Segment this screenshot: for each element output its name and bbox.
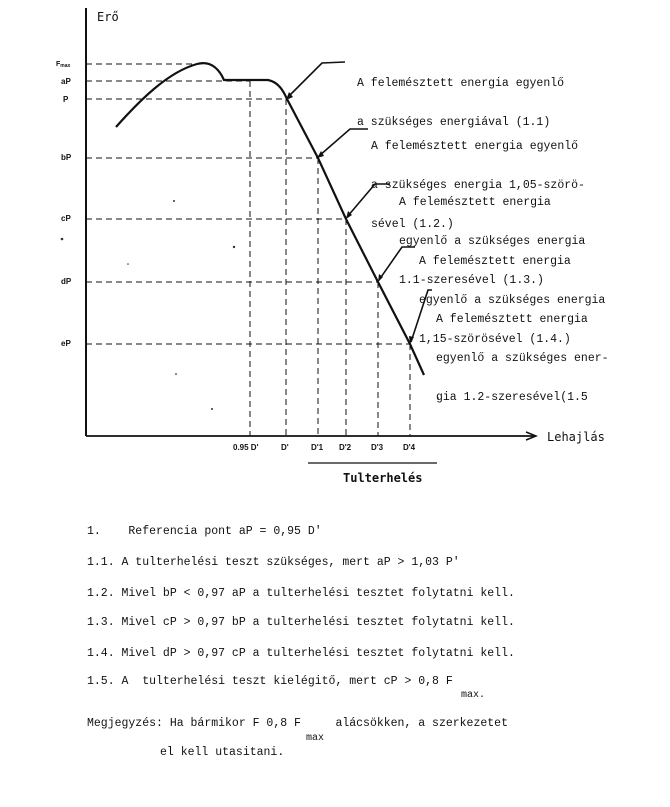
y-tick-fmax: Fmax xyxy=(56,61,71,69)
note-1: 1. Referencia pont aP = 0,95 D' xyxy=(87,525,322,538)
note-1-3: 1.3. Mivel cP > 0,97 bP a tulterhelési tesztet folytatni kell. xyxy=(87,616,515,629)
annotation-2-line-3: sével (1.2.) xyxy=(371,218,454,231)
annotation-1-line-1: A felemésztett energia egyenlő xyxy=(357,77,565,90)
annotation-1-line-2: a szükséges energiával (1.1) xyxy=(357,116,551,129)
speck xyxy=(175,373,177,375)
annotation-4-line-2: egyenlő a szükséges energia xyxy=(419,294,606,307)
x-tick-d1: D'1 xyxy=(311,443,324,452)
note-1-2: 1.2. Mivel bP < 0,97 aP a tulterhelési tesztet folytatni kell. xyxy=(87,587,515,600)
y-tick-dp: dP xyxy=(61,277,72,286)
note-1-5-subscript: max. xyxy=(461,690,486,701)
x-tick-d2: D'2 xyxy=(339,443,352,452)
remark-line-1: Megjegyzés: Ha bármikor F 0,8 F alácsökken, a szerkezetet xyxy=(87,717,508,730)
x-tick-d3: D'3 xyxy=(371,443,384,452)
note-1-5: 1.5. A tulterhelési teszt kielégitő, mert cP > 0,8 F xyxy=(87,675,453,688)
annotation-3-line-2: egyenlő a szükséges energia xyxy=(399,235,586,248)
speck xyxy=(173,200,175,202)
annotation-arrow-1 xyxy=(288,62,345,97)
speck xyxy=(61,238,64,241)
y-tick-ep: eP xyxy=(61,339,71,348)
y-tick-cp: cP xyxy=(61,214,71,223)
remark-subscript: max xyxy=(306,733,325,744)
annotation-5-line-3: gia 1.2-szeresével(1.5 xyxy=(436,391,588,404)
overload-label: Tulterhelés xyxy=(343,471,423,485)
speck xyxy=(211,408,213,410)
annotation-3-line-3: 1.1-szeresével (1.3.) xyxy=(399,274,544,287)
annotation-5-line-1: A felemésztett energia xyxy=(436,313,588,326)
y-tick-bp: bP xyxy=(61,153,72,162)
x-tick-d: D' xyxy=(281,443,289,452)
note-1-1: 1.1. A tulterhelési teszt szükséges, mert aP > 1,03 P' xyxy=(87,556,460,569)
annotation-2-line-2: a szükséges energia 1,05-szörö- xyxy=(371,179,585,192)
y-tick-ap: aP xyxy=(61,77,71,86)
speck xyxy=(233,246,235,248)
x-tick-d4: D'4 xyxy=(403,443,416,452)
annotation-3-line-1: A felemésztett energia xyxy=(399,196,551,209)
x-axis-label: Lehajlás xyxy=(547,430,605,444)
annotation-5-line-2: egyenlő a szükséges ener- xyxy=(436,352,609,365)
annotation-2-line-1: A felemésztett energia egyenlő xyxy=(371,140,579,153)
y-axis-label: Erő xyxy=(97,10,119,24)
remark-line-2: el kell utasitani. xyxy=(160,746,285,759)
annotation-4-line-1: A felemésztett energia xyxy=(419,255,571,268)
speck xyxy=(127,263,129,265)
x-tick-095d: 0.95 D' xyxy=(233,443,259,452)
y-tick-p: P xyxy=(63,95,69,104)
annotation-4-line-3: 1,15-szörösével (1.4.) xyxy=(419,333,571,346)
annotation-5 xyxy=(436,287,609,417)
note-1-4: 1.4. Mivel dP > 0,97 cP a tulterhelési tesztet folytatni kell. xyxy=(87,647,515,660)
